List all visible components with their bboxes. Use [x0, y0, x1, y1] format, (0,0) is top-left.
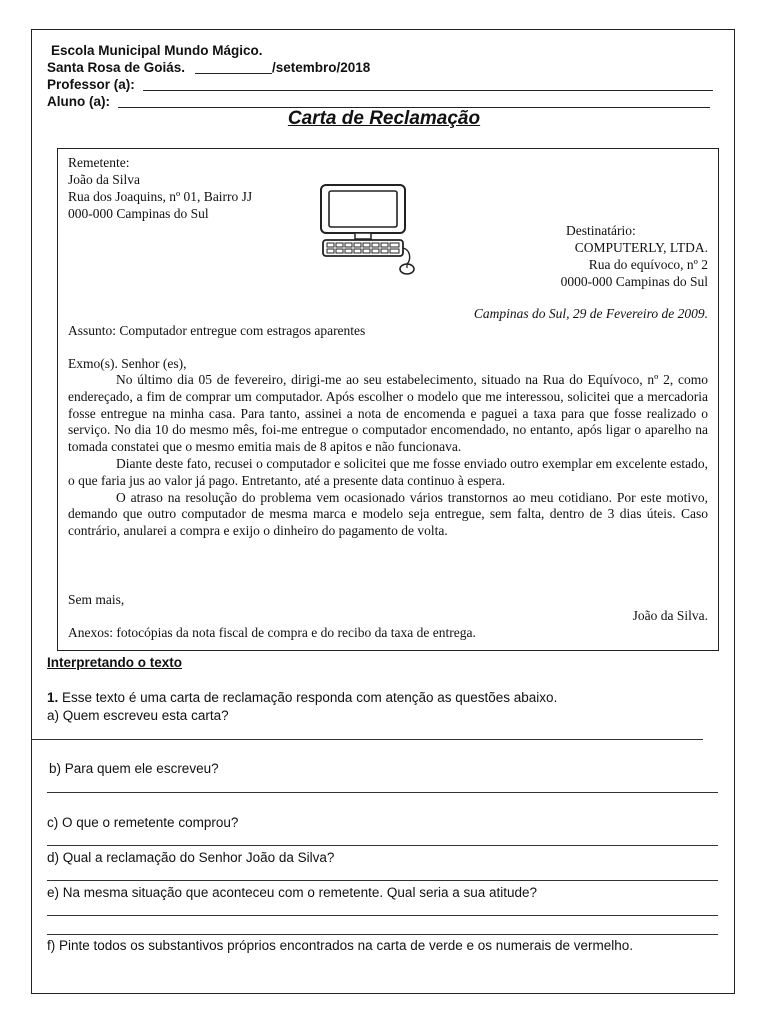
- answer-line-e-2[interactable]: [47, 934, 718, 935]
- question-a: a) Quem escreveu esta carta?: [47, 708, 229, 723]
- subject-line: Assunto: Computador entregue com estragos aparentes: [68, 323, 366, 338]
- signature: João da Silva.: [632, 608, 708, 623]
- city-date-prefix: Santa Rosa de Goiás.: [47, 60, 186, 75]
- answer-line-c[interactable]: [47, 845, 718, 846]
- question-e: e) Na mesma situação que aconteceu com o remetente. Qual seria a sua atitude?: [47, 885, 538, 900]
- date-line: Campinas do Sul, 29 de Fevereiro de 2009.: [473, 306, 708, 321]
- recipient-label: Destinatário:: [566, 223, 636, 238]
- answer-line-b[interactable]: [47, 792, 718, 793]
- sender-city: 000-000 Campinas do Sul: [68, 206, 209, 221]
- day-fill-line: [195, 73, 272, 74]
- school-name: Escola Municipal Mundo Mágico.: [51, 43, 263, 58]
- answer-line-a[interactable]: [31, 739, 703, 740]
- recipient-street: Rua do equívoco, nº 2: [588, 257, 708, 272]
- recipient-company: COMPUTERLY, LTDA.: [574, 240, 708, 255]
- city-date-suffix: /setembro/2018: [272, 60, 371, 75]
- greeting: Exmo(s). Senhor (es),: [68, 356, 187, 371]
- paragraph-1: No último dia 05 de fevereiro, dirigi-me ao seu estabelecimento, situado na Rua do Equívoco, nº 2, como endereçado, a fim de comprar um computador. Após escolher o modelo que me interessou, solicitei que a mercadoria fosse entregue na minha casa. Para tanto, assinei a nota de encomenda e paguei a taxa para que fosse realizado o serviço. No dia 10 do mesmo mês, foi-me entregue o computador encomendado, no entanto, após ligar o aparelho na tomada constatei que o mesmo emitia mais de 8 apitos e não funcionava.: [68, 372, 708, 455]
- computer-icon: [315, 180, 415, 280]
- student-label: Aluno (a):: [47, 94, 110, 109]
- page-title: Carta de Reclamação: [287, 108, 481, 129]
- answer-line-d[interactable]: [47, 880, 718, 881]
- question-1-text: Esse texto é uma carta de reclamação responda com atenção as questões abaixo.: [62, 690, 558, 705]
- section-title: Interpretando o texto: [47, 655, 183, 670]
- letter-body: [68, 372, 708, 540]
- question-d: d) Qual a reclamação do Senhor João da Silva?: [47, 850, 335, 865]
- teacher-fill-line: [143, 90, 713, 91]
- question-f: f) Pinte todos os substantivos próprios encontrados na carta de verde e os numerais de vermelho.: [47, 938, 634, 953]
- attachments: Anexos: fotocópias da nota fiscal de compra e do recibo da taxa de entrega.: [68, 625, 476, 640]
- sender-street: Rua dos Joaquins, nº 01, Bairro JJ: [68, 189, 253, 204]
- sender-label: Remetente:: [68, 155, 130, 170]
- recipient-city: 0000-000 Campinas do Sul: [560, 274, 708, 289]
- teacher-label: Professor (a):: [47, 77, 135, 92]
- question-1: [47, 690, 557, 705]
- answer-line-e-1[interactable]: [47, 915, 718, 916]
- question-1-number: 1.: [47, 690, 59, 705]
- closing: Sem mais,: [68, 592, 125, 607]
- sender-name: João da Silva: [68, 172, 140, 187]
- question-b: b) Para quem ele escreveu?: [49, 761, 219, 776]
- paragraph-3: O atraso na resolução do problema vem ocasionado vários transtornos ao meu cotidiano. Por este motivo, demando que outro computador de mesma marca e modelo seja entregue, sem falta, dentro de 3 dias úteis. Caso contrário, anularei a compra e exijo o dinheiro do pagamento de volta.: [68, 489, 708, 539]
- paragraph-2: Diante deste fato, recusei o computador e solicitei que me fosse enviado outro exemplar em excelente estado, o que faria jus ao valor já pago. Entretanto, até a presente data continuo à espera.: [68, 455, 708, 488]
- question-c: c) O que o remetente comprou?: [47, 815, 239, 830]
